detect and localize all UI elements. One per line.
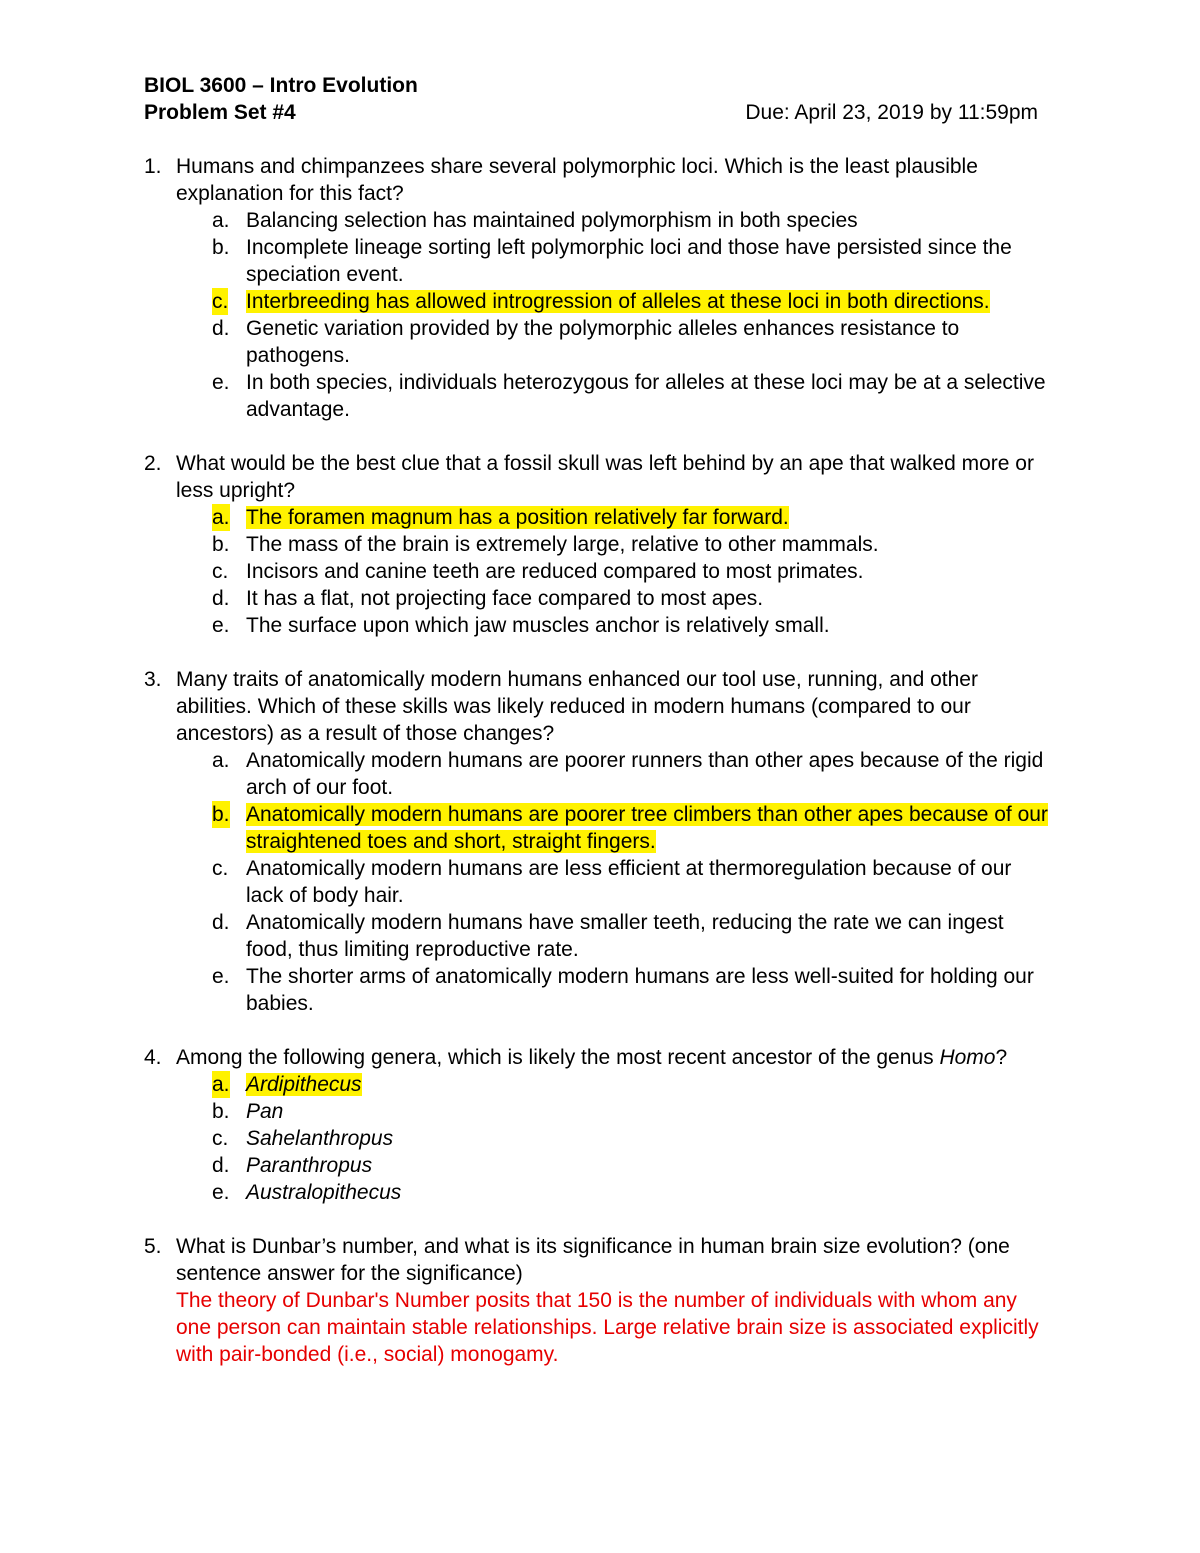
option-text: Anatomically modern humans have smaller teeth, reducing the rate we can ingest food, thus limiting reproductive rate. — [246, 911, 1004, 961]
option-d — [144, 315, 1054, 369]
option-letter: c. — [212, 1127, 229, 1150]
option-letter: b. — [212, 533, 230, 556]
spacer — [144, 423, 1054, 450]
question-4-options — [144, 1071, 1054, 1206]
document-header — [144, 72, 1038, 126]
question-number: 2. — [144, 452, 162, 475]
option-letter: b. — [212, 1100, 230, 1123]
option-letter: e. — [212, 965, 230, 988]
option-letter: e. — [212, 614, 230, 637]
option-letter: b. — [212, 803, 230, 826]
question-number: 4. — [144, 1046, 162, 1069]
option-c — [144, 1125, 1054, 1152]
option-d — [144, 585, 1054, 612]
question-stem: Humans and chimpanzees share several polymorphic loci. Which is the least plausible explanation for this fact? — [176, 155, 978, 205]
option-text: The surface upon which jaw muscles anchor is relatively small. — [246, 614, 830, 637]
option-letter: d. — [212, 587, 230, 610]
spacer — [144, 1017, 1054, 1044]
spacer — [144, 639, 1054, 666]
option-text: Anatomically modern humans are poorer runners than other apes because of the rigid arch of our foot. — [246, 749, 1044, 799]
course-title: BIOL 3600 – Intro Evolution — [144, 74, 418, 97]
option-letter: c. — [212, 560, 229, 583]
highlighted-answer: Interbreeding has allowed introgression of alleles at these loci in both directions. — [246, 290, 990, 313]
header-second-line — [144, 99, 1038, 126]
option-text: Sahelanthropus — [246, 1127, 394, 1150]
highlighted-answer: The foramen magnum has a position relatively far forward. — [246, 506, 789, 529]
option-text: It has a flat, not projecting face compared to most apes. — [246, 587, 764, 610]
question-number: 3. — [144, 668, 162, 691]
option-d — [144, 1152, 1054, 1179]
option-a — [144, 207, 1054, 234]
option-text: Anatomically modern humans are less efficient at thermoregulation because of our lack of body hair. — [246, 857, 1012, 907]
highlighted-answer: Ardipithecus — [246, 1073, 362, 1096]
question-stem-text: Among the following genera, which is likely the most recent ancestor of the genus — [176, 1046, 934, 1069]
option-letter: a. — [212, 1073, 230, 1096]
question-number: 5. — [144, 1235, 162, 1258]
due-date: Due: April 23, 2019 by 11:59pm — [745, 101, 1038, 124]
option-text: Paranthropus — [246, 1154, 373, 1177]
option-c — [144, 558, 1054, 585]
option-text: In both species, individuals heterozygous for alleles at these loci may be at a selective advantage. — [246, 371, 1046, 421]
question-mark: ? — [995, 1046, 1008, 1069]
option-a-correct — [144, 1071, 1054, 1098]
option-text: Incisors and canine teeth are reduced compared to most primates. — [246, 560, 864, 583]
question-stem: Many traits of anatomically modern humans enhanced our tool use, running, and other abilities. Which of these skills was likely reduced in modern humans (compared to our ancestors) as a result of those changes? — [176, 668, 978, 745]
option-letter: a. — [212, 506, 230, 529]
question-stem: What is Dunbar’s number, and what is its significance in human brain size evolution? (one sentence answer for the significance) — [176, 1235, 1010, 1285]
option-e — [144, 369, 1054, 423]
question-4 — [144, 1044, 1054, 1071]
problem-set-title: Problem Set #4 — [144, 101, 296, 124]
option-text: The mass of the brain is extremely large, relative to other mammals. — [246, 533, 879, 556]
option-text: Genetic variation provided by the polymorphic alleles enhances resistance to pathogens. — [246, 317, 960, 367]
option-letter: b. — [212, 236, 230, 259]
option-d — [144, 909, 1054, 963]
option-letter: e. — [212, 1181, 230, 1204]
option-text: Australopithecus — [246, 1181, 402, 1204]
option-letter: c. — [212, 857, 229, 880]
option-text: Balancing selection has maintained polymorphism in both species — [246, 209, 858, 232]
option-c-correct — [144, 288, 1054, 315]
question-stem — [176, 1044, 1054, 1071]
question-3-options — [144, 747, 1054, 1017]
question-1-options — [144, 207, 1054, 423]
question-5 — [144, 1233, 1054, 1368]
option-letter: d. — [212, 1154, 230, 1177]
option-letter: d. — [212, 911, 230, 934]
question-number: 1. — [144, 155, 162, 178]
option-e — [144, 612, 1054, 639]
option-b — [144, 234, 1054, 288]
option-text: Incomplete lineage sorting left polymorphic loci and those have persisted since the speciation event. — [246, 236, 1012, 286]
spacer — [144, 1206, 1054, 1233]
option-letter: e. — [212, 371, 230, 394]
option-b — [144, 1098, 1054, 1125]
question-3 — [144, 666, 1054, 747]
option-e — [144, 963, 1054, 1017]
option-text: Pan — [246, 1100, 284, 1123]
option-c — [144, 855, 1054, 909]
option-letter: c. — [212, 290, 229, 313]
option-text: The shorter arms of anatomically modern humans are less well-suited for holding our babies. — [246, 965, 1034, 1015]
option-letter: a. — [212, 749, 230, 772]
question-2 — [144, 450, 1054, 504]
option-b — [144, 531, 1054, 558]
highlighted-answer: Anatomically modern humans are poorer tree climbers than other apes because of our straightened toes and short, straight fingers. — [246, 803, 1048, 853]
option-b-correct — [144, 801, 1054, 855]
option-e — [144, 1179, 1054, 1206]
question-2-options — [144, 504, 1054, 639]
option-a — [144, 747, 1054, 801]
question-stem: What would be the best clue that a fossil skull was left behind by an ape that walked more or less upright? — [176, 452, 1034, 502]
question-1 — [144, 153, 1054, 207]
genus-name: Homo — [939, 1046, 996, 1069]
red-answer-text: The theory of Dunbar's Number posits that 150 is the number of individuals with whom any one person can maintain stable relationships. Large relative brain size is associated explicitly with pair-bonded (i.e., social) monogamy. — [176, 1289, 1039, 1366]
option-letter: d. — [212, 317, 230, 340]
option-a-correct — [144, 504, 1054, 531]
option-letter: a. — [212, 209, 230, 232]
question-list — [144, 153, 1054, 1368]
